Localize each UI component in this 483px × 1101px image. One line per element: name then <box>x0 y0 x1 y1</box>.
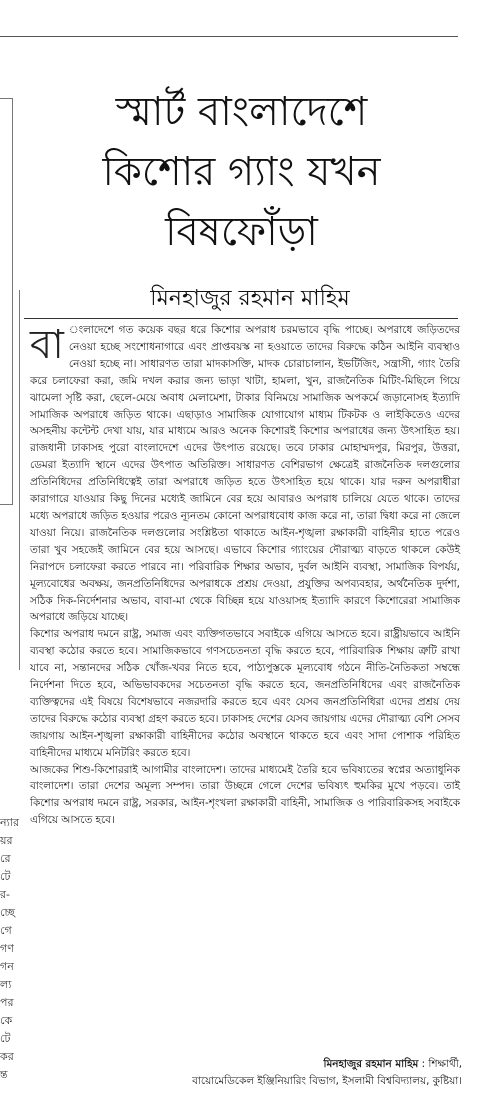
adjacent-fragment: চ্ছে <box>0 906 15 919</box>
adjacent-fragment: ন্যার <box>0 816 19 829</box>
article-paragraph-2: কিশোর অপরাধ দমনে রাষ্ট্র, সমাজ এবং ব্যক্তিগতভাবে সবাইকে এগিয়ে আসতে হবে। রাষ্ট্রীয়ভাবে আইনি ব্যবস্থা কঠোর করতে হবে। সামাজিকভাবে গণসচেতনতা বৃদ্ধি করতে হবে, পারিবারিক শিক্ষায় ত্রুটি রাখা যাবে না, সন্তানদের সঠিক খোঁজ-খবর নিতে হবে, পাঠ্যপুস্তকে মূল্যবোধ গঠনে নীতি-নৈতিকতা সম্বন্ধে নির্দেশনা দিতে হবে, অভিভাবকদের সচেতনতা বৃদ্ধি করতে হবে, জনপ্রতিনিধিদের এবং রাজনৈতিক ব্যক্তিত্বদের এই বিষয়ে বিশেষভাবে নজরদারি করতে হবে এবং যেসব জনপ্রতিনিধিরা এদের প্রশ্রয় দেয় তাদের বিরুদ্ধে কঠোর ব্যবস্থা গ্রহণ করতে হবে। ঢাকাসহ দেশের যেসব জায়গায় এদের দৌরাত্ম্য বেশি সেসব জায়গায় আইন-শৃঙ্খলা রক্ষাকারী বাহিনীদের কঠোর অবস্থানে থাকতে হবে এবং সাদা পোশাক পরিহিত বাহিনীদের মাধ্যমে মনিটরিং করতে হবে। <box>30 628 460 759</box>
footer-author: মিনহাজুর রহমান মাহিম <box>323 1058 419 1070</box>
headline-line-1: স্মার্ট বাংলাদেশে <box>115 89 368 135</box>
adjacent-column-text <box>0 814 20 1084</box>
headline <box>30 82 453 262</box>
adjacent-fragment: টে <box>0 870 11 883</box>
byline: মিনহাজুর রহমান মাহিম <box>150 286 350 311</box>
adjacent-fragment: য়র <box>0 834 13 847</box>
article-paragraph-3: আজকের শিশু-কিশোররাই আগামীর বাংলাদেশ। তাদের মাধ্যমেই তৈরি হবে ভবিষ্যতের স্বপ্নের অত্যাধুনিক বাংলাদেশ। তারা দেশের অমূল্য সম্পদ। তারা উচ্ছন্নে গেলে দেশের ভবিষ্যৎ হুমকির মুখে পড়বে। তাই কিশোর অপরাধ দমনে রাষ্ট্র, সরকার, আইন-শৃংখলা রক্ষাকারী বাহিনী, সামাজিক ও পারিবারিকসহ সবাইকে এগিয়ে আসতে হবে। <box>30 763 460 827</box>
adjacent-fragment: কর <box>0 1050 14 1063</box>
drop-cap: বা <box>30 322 64 368</box>
adjacent-fragment: গন <box>0 960 14 973</box>
adjacent-fragment: র- <box>0 888 11 901</box>
column-divider <box>19 290 20 670</box>
author-footer <box>20 1056 462 1090</box>
adjacent-fragment: ল্য <box>0 978 12 991</box>
footer-affiliation: বায়োমেডিকেল ইঞ্জিনিয়ারিং বিভাগ, ইসলামী বিশ্ববিদ্যালয়, কুষ্টিয়া। <box>192 1075 462 1087</box>
adjacent-fragment: রে <box>0 852 11 865</box>
adjacent-fragment: কে <box>0 1014 13 1027</box>
adjacent-fragment: টে <box>0 1032 11 1045</box>
top-rule <box>0 36 458 37</box>
headline-line-3: বিষফোঁড়া <box>165 209 318 255</box>
article-paragraph-1 <box>30 322 460 626</box>
headline-line-2: কিশোর গ্যাং যখন <box>102 149 381 195</box>
adjacent-fragment: পর <box>0 996 14 1009</box>
adjacent-fragment: ন্ত <box>0 1068 8 1081</box>
adjacent-column-frame <box>0 98 13 505</box>
paragraph-1-text: ংলাদেশে গত কয়েক বছর ধরে কিশোর অপরাধ চরমভাবে বৃদ্ধি পাচ্ছে। অপরাধে জড়িতদের নেওয়া হচ্ছে সংশোধনাগারে এবং প্রাপ্তবয়স্ক না হওয়াতে তাদের বিরুদ্ধে কঠিন আইনি ব্যবস্থাও নেওয়া হচ্ছে না। সাধারণত তারা মাদকাসক্তি, মাদক চোরাচালান, ইভটিজিং, সন্ত্রাসী, গ্যাং তৈরি করে চলাফেরা করা, জমি দখল করার জন্য ভাড়া খাটা, হামলা, খুন, রাজনৈতিক মিটিং-মিছিলে গিয়ে ঝামেলা সৃষ্টি করা, ছেলে-মেয়ে অবাধ মেলামেশা, টাকার বিনিময়ে সামাজিক অপকর্মে জড়ানোসহ ইত্যাদি সামাজিক অপরাধে জড়িত থাকে। এছাড়াও সামাজিক যোগাযোগ মাধ্যম টিকটক ও লাইকিতেও এদের অসহনীয় কন্টেন্ট দেখা যায়, যার মাধ্যমে আরও অনেক কিশোরই কিশোর অপরাধের জন্য উৎসাহিত হয়। রাজধানী ঢাকাসহ পুরো বাংলাদেশে এদের উৎপাত রয়েছে। তবে ঢাকার মোহাম্মদপুর, মিরপুর, উত্তরা, ডেমরা ইত্যাদি স্থানে এদের উৎপাত অতিরিক্ত। সাধারণত বেশিরভাগ ক্ষেত্রেই রাজনৈতিক দলগুলোর প্রতিনিধিদের প্রতিনিধিত্বেই তারা অপরাধে জড়িত হতে উৎসাহিত হয়ে থাকে। যার দরুন অপরাধীরা কারাগারে যাওয়ার কিছু দিনের মধ্যেই জামিনে বের হয়ে আবারও অপরাধ চালিয়ে যেতে থাকে। তাদের মধ্যে অপরাধে জড়িত হওয়ার পরেও ন্যূনতম কোনো অপরাধবোধ কাজ করে না, তারা দ্বিধা করে না জেলে যাওয়া নিয়ে। রাজনৈতিক দলগুলোর সংশ্লিষ্টতা থাকাতে আইন-শৃঙ্খলা রক্ষাকারী বাহিনীর হাতে পরেও তারা খুব সহজেই জামিনে বের হয়ে আসছে। এভাবে কিশোর গ্যাংয়ের দৌরাত্ম্য বাড়তে থাকলে কেউই নিরাপদে চলাফেরা করতে পারবে না। পরিবারিক শিক্ষার অভাব, দুর্বল আইনি ব্যবস্থা, সামাজিক বিপর্যয়, মূল্যবোধের অবক্ষয়, জনপ্রতিনিধিদের অপরাধকে প্রশ্রয় দেওয়া, প্রযুক্তির অপব্যবহার, অর্থনৈতিক দুর্দশা, সঠিক দিক-নির্দেশনার অভাব, বাবা-মা থেকে বিচ্ছিন্ন হয়ে যাওয়াসহ ইত্যাদি কারণে কিশোরেরা সামাজিক অপরাধে জড়িয়ে যাচ্ছে। <box>30 324 460 624</box>
footer-role: : শিক্ষার্থী, <box>418 1058 462 1070</box>
byline-rule <box>24 318 458 319</box>
adjacent-fragment: গণ <box>0 942 14 955</box>
article-body <box>30 322 460 829</box>
adjacent-fragment: গে <box>0 924 12 937</box>
